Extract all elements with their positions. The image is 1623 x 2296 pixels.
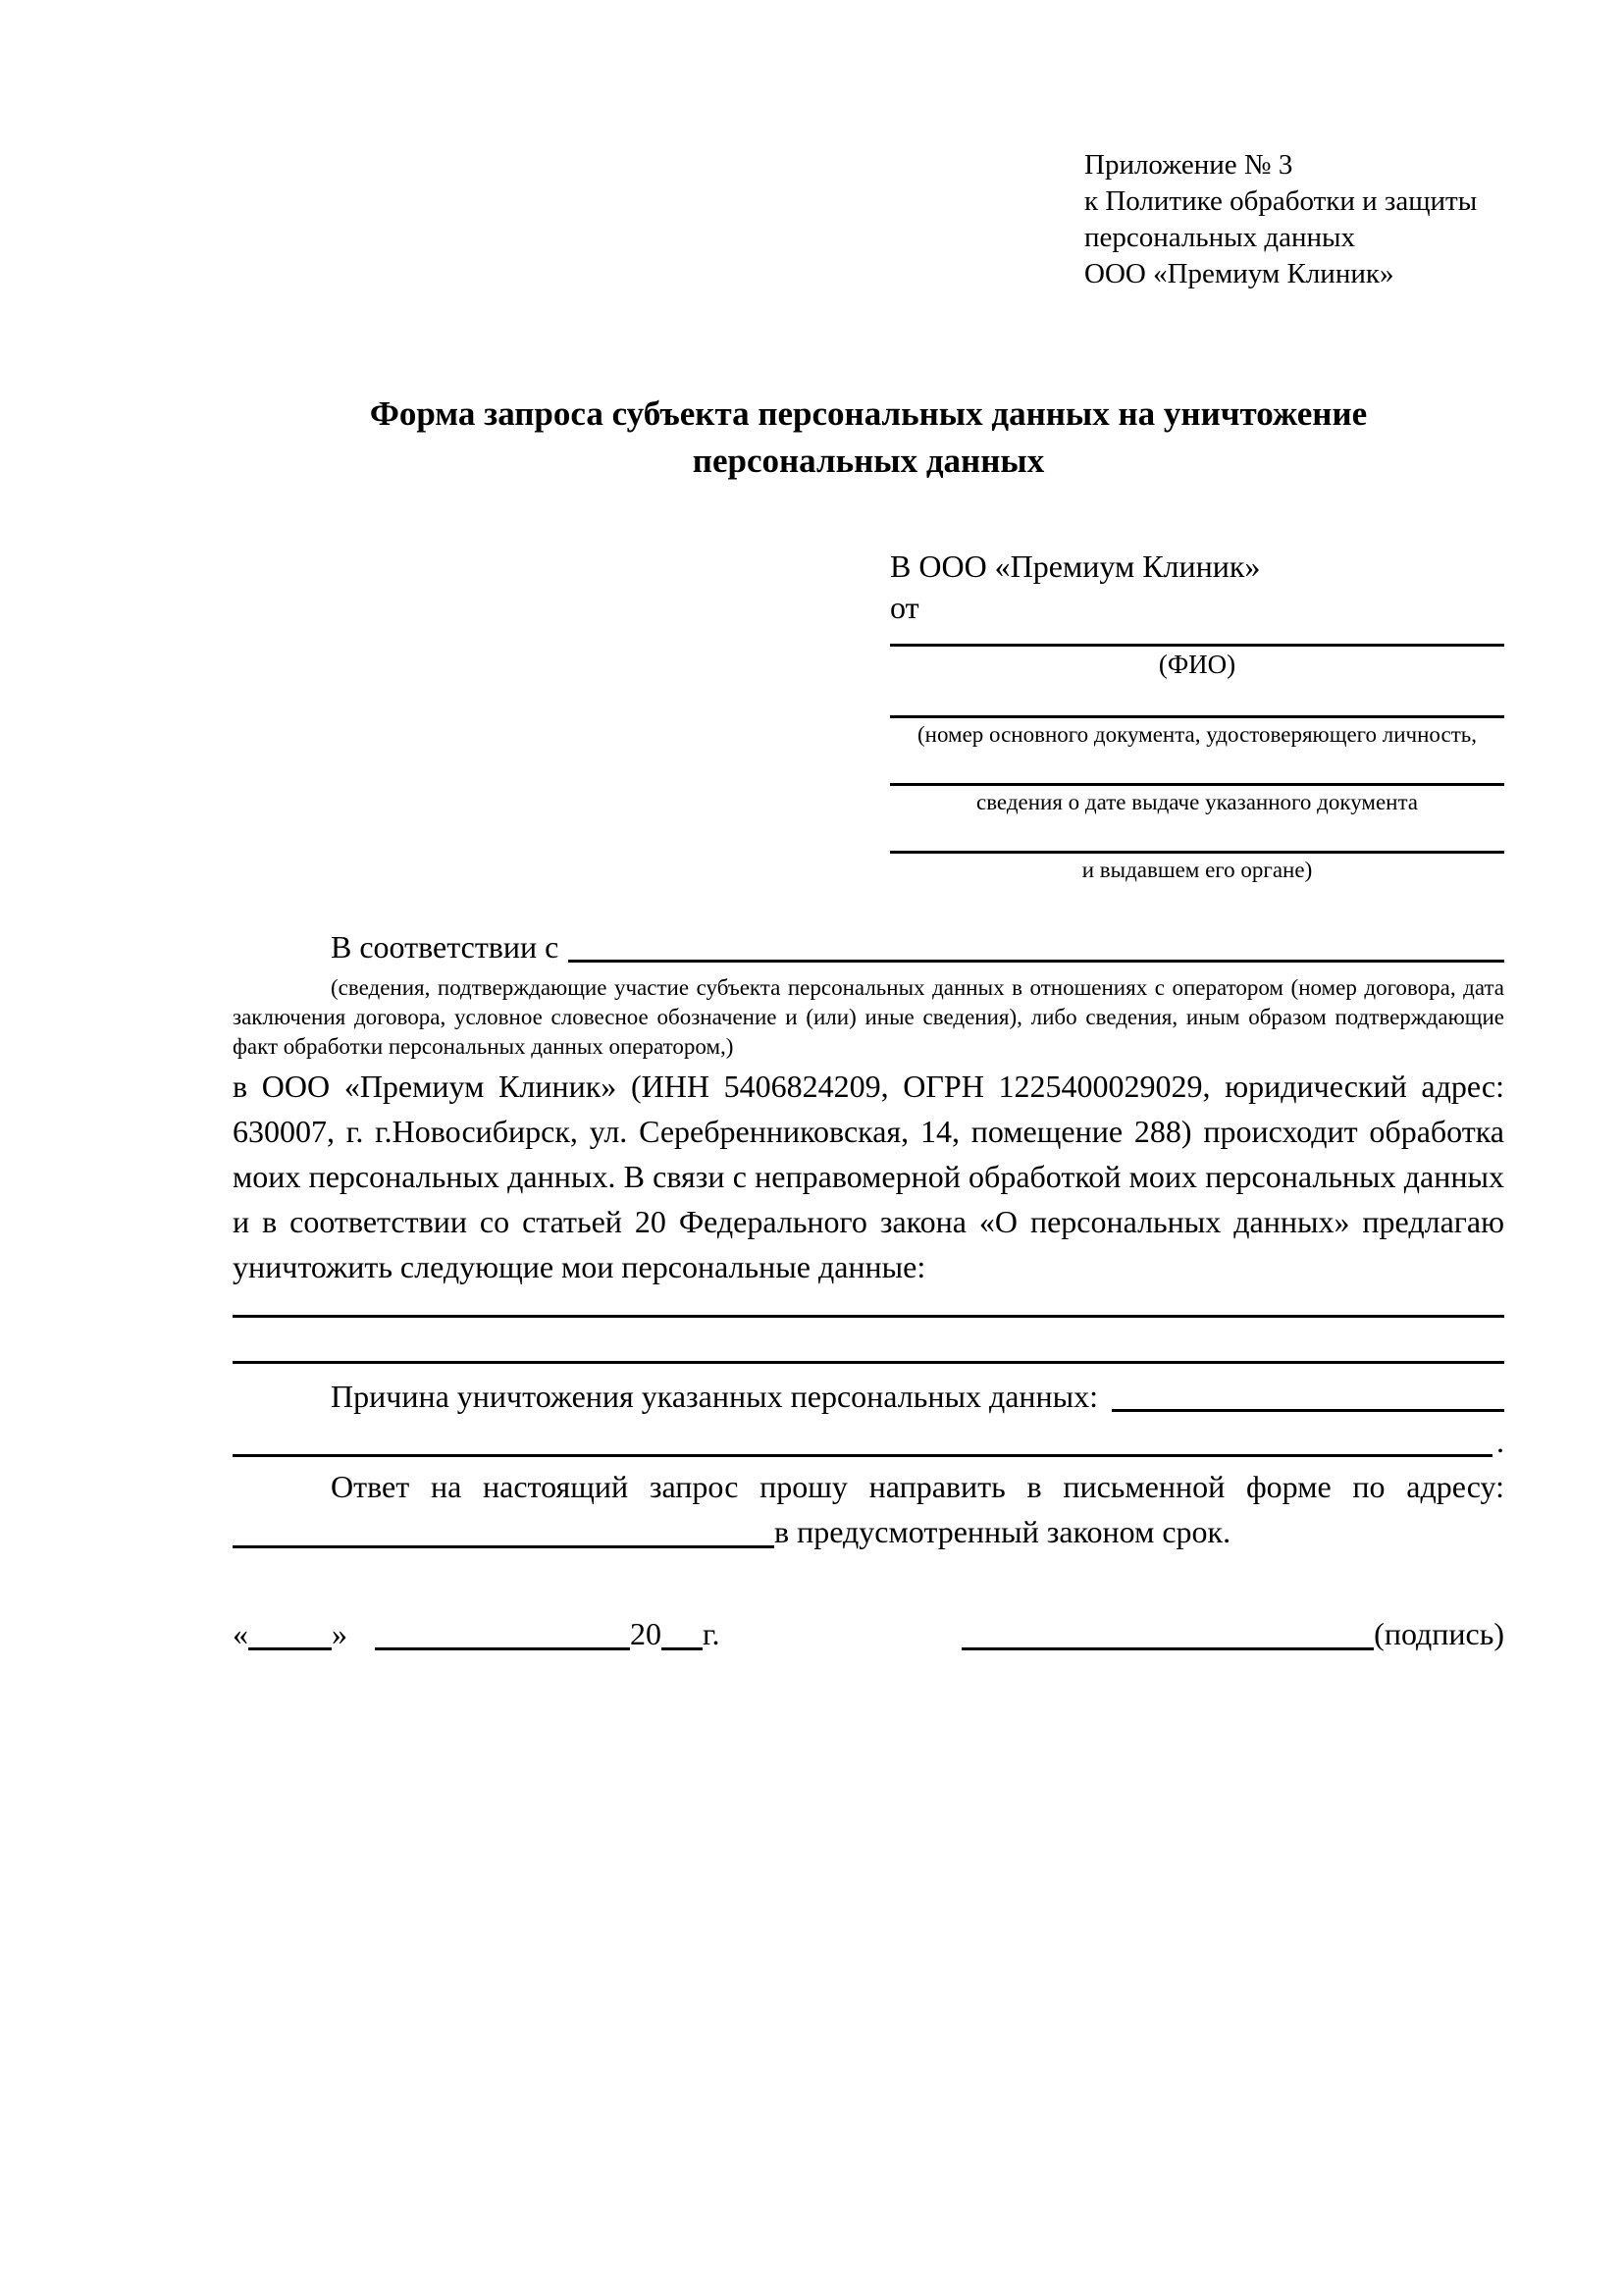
doc-issuer-field-line <box>890 825 1504 854</box>
annex-line: к Политике обработки и защиты <box>1084 185 1478 217</box>
page-title <box>233 391 1504 485</box>
doc-issue-date-field-caption: сведения о дате выдаче указанного документа <box>975 790 1419 814</box>
page-title-line: персональных данных <box>692 442 1045 480</box>
sentence-period: . <box>1496 1424 1504 1459</box>
day-blank-line <box>248 1647 332 1650</box>
reason-row <box>233 1374 1504 1419</box>
doc-issuer-field-caption: и выдавшем его органе) <box>1081 858 1313 882</box>
accordance-label: В соответствии с <box>331 929 559 965</box>
accordance-note: (сведения, подтверждающие участие субъекта персональных данных в отношениях с оператором (номер договора, дата заключения договора, условное словесное обозначение и (или) иные сведения), либо сведения, иным образом подтверждающие факт обработки персональных данных оператором,) <box>233 975 1504 1059</box>
year-prefix: 20 <box>630 1616 661 1651</box>
signature-field <box>962 1611 1504 1656</box>
fio-field-caption: (ФИО) <box>1158 650 1236 679</box>
addressee-name: В ООО «Премиум Клиник» <box>890 548 1261 584</box>
addressee-from-label: от <box>890 590 919 625</box>
response-tail: в предусмотренный законом срок. <box>774 1514 1231 1549</box>
reason-continuation-blank-line <box>233 1419 1492 1457</box>
doc-number-field-caption: (номер основного документа, удостоверяющего личность, <box>916 722 1477 747</box>
accordance-blank-line <box>568 924 1504 963</box>
date-field <box>233 1611 720 1656</box>
response-sentence: Ответ на настоящий запрос прошу направить в письменной форме по адресу: <box>331 1469 1504 1504</box>
reason-continuation-row <box>233 1419 1504 1464</box>
annex-line: персональных данных <box>1084 222 1356 253</box>
annex-reference <box>1084 147 1504 292</box>
quote-close: » <box>332 1616 347 1651</box>
main-paragraph: в ООО «Премиум Клиник» (ИНН 5406824209, ОГРН 1225400029029, юридический адрес: 630007, г. г.Новосибирск, ул. Серебренниковская, 14, помещение 288) происходит обработка моих персональных данных. В связи с неправомерной обработкой моих персональных данных и в соответствии со статьей 20 Федерального закона «О персональных данных» предлагаю уничтожить следующие мои персональные данные: <box>233 1069 1504 1284</box>
signature-row <box>233 1611 1504 1656</box>
fio-field-line <box>890 628 1504 647</box>
personal-data-blank-line <box>233 1289 1504 1318</box>
quote-open: « <box>233 1616 248 1651</box>
annex-line: Приложение № 3 <box>1084 149 1293 181</box>
doc-issue-date-field-line <box>890 757 1504 786</box>
year-suffix-label: г. <box>703 1616 720 1651</box>
signature-caption: (подпись) <box>1374 1616 1504 1651</box>
addressee-block <box>890 546 1504 883</box>
reason-label: Причина уничтожения указанных персональных данных: <box>331 1379 1099 1414</box>
personal-data-blank-line <box>233 1318 1504 1364</box>
reason-blank-line <box>1112 1374 1504 1412</box>
page-title-line: Форма запроса субъекта персональных данных на уничтожение <box>369 394 1368 433</box>
month-blank-line <box>375 1647 630 1650</box>
annex-line: ООО «Премиум Клиник» <box>1084 258 1394 289</box>
year-blank-line <box>661 1647 703 1650</box>
response-address-row <box>233 1509 1504 1554</box>
doc-number-field-line <box>890 690 1504 718</box>
address-blank-line <box>233 1545 774 1548</box>
accordance-row <box>233 924 1504 969</box>
signature-blank-line <box>962 1647 1374 1650</box>
